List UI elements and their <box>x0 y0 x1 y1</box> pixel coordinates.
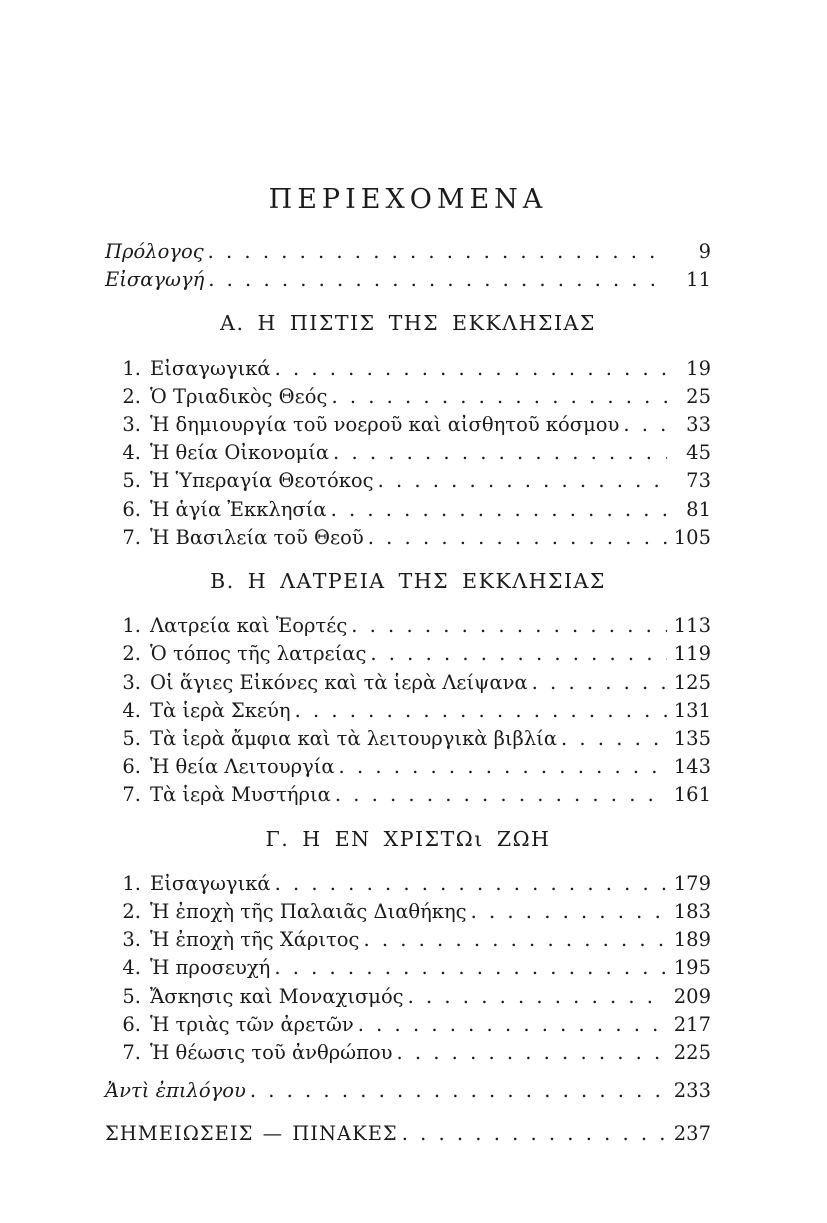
entry-number: 6. <box>122 497 141 521</box>
entry-page: 125 <box>673 670 711 694</box>
dot-leader <box>208 266 667 294</box>
entry-number: 2. <box>122 384 141 408</box>
entry-number: 6. <box>122 755 141 779</box>
entry-page: 45 <box>686 441 711 465</box>
entry-page: 195 <box>673 956 711 980</box>
entry-number: 4. <box>122 956 141 980</box>
toc-entry <box>105 898 711 926</box>
section-heading-a: Α. Η ΠΙΣΤΙΣ ΤΗΣ ΕΚΚΛΗΣΙΑΣ <box>220 311 596 336</box>
toc-entry <box>105 411 711 439</box>
entry-number: 1. <box>122 614 141 638</box>
entry-number: 5. <box>122 984 141 1008</box>
toc-entry <box>105 725 711 753</box>
dot-leader <box>250 1077 667 1105</box>
page-title: ΠΕΡΙΕΧΟΜΕΝΑ <box>268 184 548 215</box>
entry-page: 179 <box>673 871 711 895</box>
toc-entry-prologos <box>105 238 711 266</box>
entry-page: 217 <box>673 1012 711 1036</box>
entry-page: 119 <box>673 642 711 666</box>
toc-entry <box>105 524 711 552</box>
dot-leader <box>275 870 667 898</box>
entry-label: Οἱ ἅγιες Εἰκόνες καὶ τὰ ἱερὰ Λείψανα <box>150 670 528 694</box>
entry-number: 2. <box>122 642 141 666</box>
entry-label: Ἡ τριὰς τῶν ἀρετῶν <box>150 1012 354 1036</box>
entry-label: Τὰ ἱερὰ Σκεύη <box>150 698 291 722</box>
entry-label: Ἡ θεία Λειτουργία <box>150 755 335 779</box>
dot-leader <box>378 467 667 495</box>
entry-page: 9 <box>698 240 711 263</box>
entry-page: 73 <box>686 469 711 493</box>
entry-label: Ὁ Τριαδικὸς Θεός <box>150 384 328 408</box>
section-heading-c: Γ. Η ΕΝ ΧΡΙΣΤΩι ΖΩΗ <box>265 826 551 851</box>
toc-entry <box>105 612 711 640</box>
entry-page: 81 <box>686 497 711 521</box>
entry-page: 19 <box>686 356 711 380</box>
toc-entry <box>105 467 711 495</box>
toc-entry <box>105 954 711 982</box>
entry-page: 183 <box>673 900 711 924</box>
entry-page: 233 <box>673 1079 711 1103</box>
dot-leader <box>363 926 667 954</box>
toc-entry <box>105 1039 711 1067</box>
entry-label: Ἡ θέωσις τοῦ ἀνθρώπου <box>150 1041 393 1065</box>
toc-entry <box>105 439 711 467</box>
section-heading-b: Β. Η ΛΑΤΡΕΙΑ ΤΗΣ ΕΚΚΛΗΣΙΑΣ <box>210 569 606 594</box>
dot-leader <box>368 524 667 552</box>
entry-label: Εἰσαγωγικά <box>150 871 271 895</box>
entry-page: 135 <box>673 727 711 751</box>
entry-number: 3. <box>122 670 141 694</box>
dot-leader <box>561 725 667 753</box>
entry-label: Ἀντὶ ἐπιλόγου <box>105 1079 246 1103</box>
entry-number: 1. <box>122 871 141 895</box>
dot-leader <box>351 612 667 640</box>
toc-page <box>105 184 711 1149</box>
dot-leader <box>532 669 667 697</box>
entry-page: 225 <box>673 1041 711 1065</box>
dot-leader <box>335 781 667 809</box>
entry-page: 131 <box>673 698 711 722</box>
toc-entry <box>105 781 711 809</box>
toc-entry <box>105 496 711 524</box>
entry-page: 105 <box>673 525 711 549</box>
dot-leader <box>471 898 667 926</box>
toc-entry-eisagogi <box>105 266 711 294</box>
toc-entry <box>105 753 711 781</box>
entry-label: Ὁ τόπος τῆς λατρείας <box>150 642 367 666</box>
entry-number: 7. <box>122 1041 141 1065</box>
toc-entry <box>105 640 711 668</box>
dot-leader <box>295 697 667 725</box>
entry-number: 3. <box>122 928 141 952</box>
entry-page: 189 <box>673 928 711 952</box>
toc-entry <box>105 669 711 697</box>
entry-label: Ἡ θεία Οἰκονομία <box>150 441 330 465</box>
dot-leader <box>331 496 667 524</box>
entry-number: 7. <box>122 783 141 807</box>
entry-label: Ἡ Βασιλεία τοῦ Θεοῦ <box>150 525 364 549</box>
dot-leader <box>339 753 667 781</box>
dot-leader <box>623 411 667 439</box>
entry-page: 25 <box>686 384 711 408</box>
dot-leader <box>408 983 667 1011</box>
dot-leader <box>402 1120 667 1148</box>
entry-page: 209 <box>673 984 711 1008</box>
dot-leader <box>208 238 667 266</box>
entry-label: Ἡ προσευχή <box>150 956 271 980</box>
entry-page: 33 <box>686 413 711 437</box>
entry-number: 4. <box>122 698 141 722</box>
entry-label: Ἡ ἐποχὴ τῆς Χάριτος <box>150 928 360 952</box>
entry-number: 5. <box>122 727 141 751</box>
dot-leader <box>274 954 667 982</box>
dot-leader <box>396 1039 667 1067</box>
toc-entry <box>105 983 711 1011</box>
dot-leader <box>358 1011 667 1039</box>
dot-leader <box>333 439 667 467</box>
toc-entry <box>105 1011 711 1039</box>
toc-entry <box>105 870 711 898</box>
toc-entry <box>105 383 711 411</box>
toc-entry-anti-epilogou <box>105 1077 711 1105</box>
toc-entry <box>105 355 711 383</box>
entry-label: Ἡ ἁγία Ἐκκλησία <box>150 497 327 521</box>
entry-label: Ἡ δημιουργία τοῦ νοεροῦ καὶ αἰσθητοῦ κόσμου <box>150 413 620 437</box>
entry-page: 161 <box>673 783 711 807</box>
entry-number: 2. <box>122 900 141 924</box>
entry-page: 11 <box>686 268 711 292</box>
entry-label: Ἡ Ὑπεραγία Θεοτόκος <box>150 469 374 493</box>
entry-page: 237 <box>673 1122 711 1146</box>
entry-label: Πρόλογος <box>105 240 204 263</box>
entry-label: Τὰ ἱερὰ ἄμφια καὶ τὰ λειτουργικὰ βιβλία <box>150 727 557 751</box>
dot-leader <box>331 383 667 411</box>
entry-number: 7. <box>122 525 141 549</box>
entry-page: 113 <box>673 614 711 638</box>
entry-number: 3. <box>122 413 141 437</box>
entry-number: 5. <box>122 469 141 493</box>
entry-number: 4. <box>122 441 141 465</box>
entry-label: Τὰ ἱερὰ Μυστήρια <box>150 783 331 807</box>
entry-page: 143 <box>673 755 711 779</box>
entry-number: 6. <box>122 1012 141 1036</box>
entry-label: Ἄσκησις καὶ Μοναχισμός <box>150 984 404 1008</box>
entry-number: 1. <box>122 356 141 380</box>
entry-label: ΣΗΜΕΙΩΣΕΙΣ — ΠΙΝΑΚΕΣ <box>105 1122 398 1146</box>
entry-label: Λατρεία καὶ Ἑορτές <box>150 614 348 638</box>
dot-leader <box>370 640 667 668</box>
entry-label: Εἰσαγωγή <box>105 268 205 292</box>
toc-entry <box>105 697 711 725</box>
toc-entry-simeioseis-pinakes <box>105 1120 711 1148</box>
entry-label: Εἰσαγωγικά <box>150 356 271 380</box>
entry-label: Ἡ ἐποχὴ τῆς Παλαιᾶς Διαθήκης <box>150 900 467 924</box>
dot-leader <box>275 355 667 383</box>
toc-entry <box>105 926 711 954</box>
